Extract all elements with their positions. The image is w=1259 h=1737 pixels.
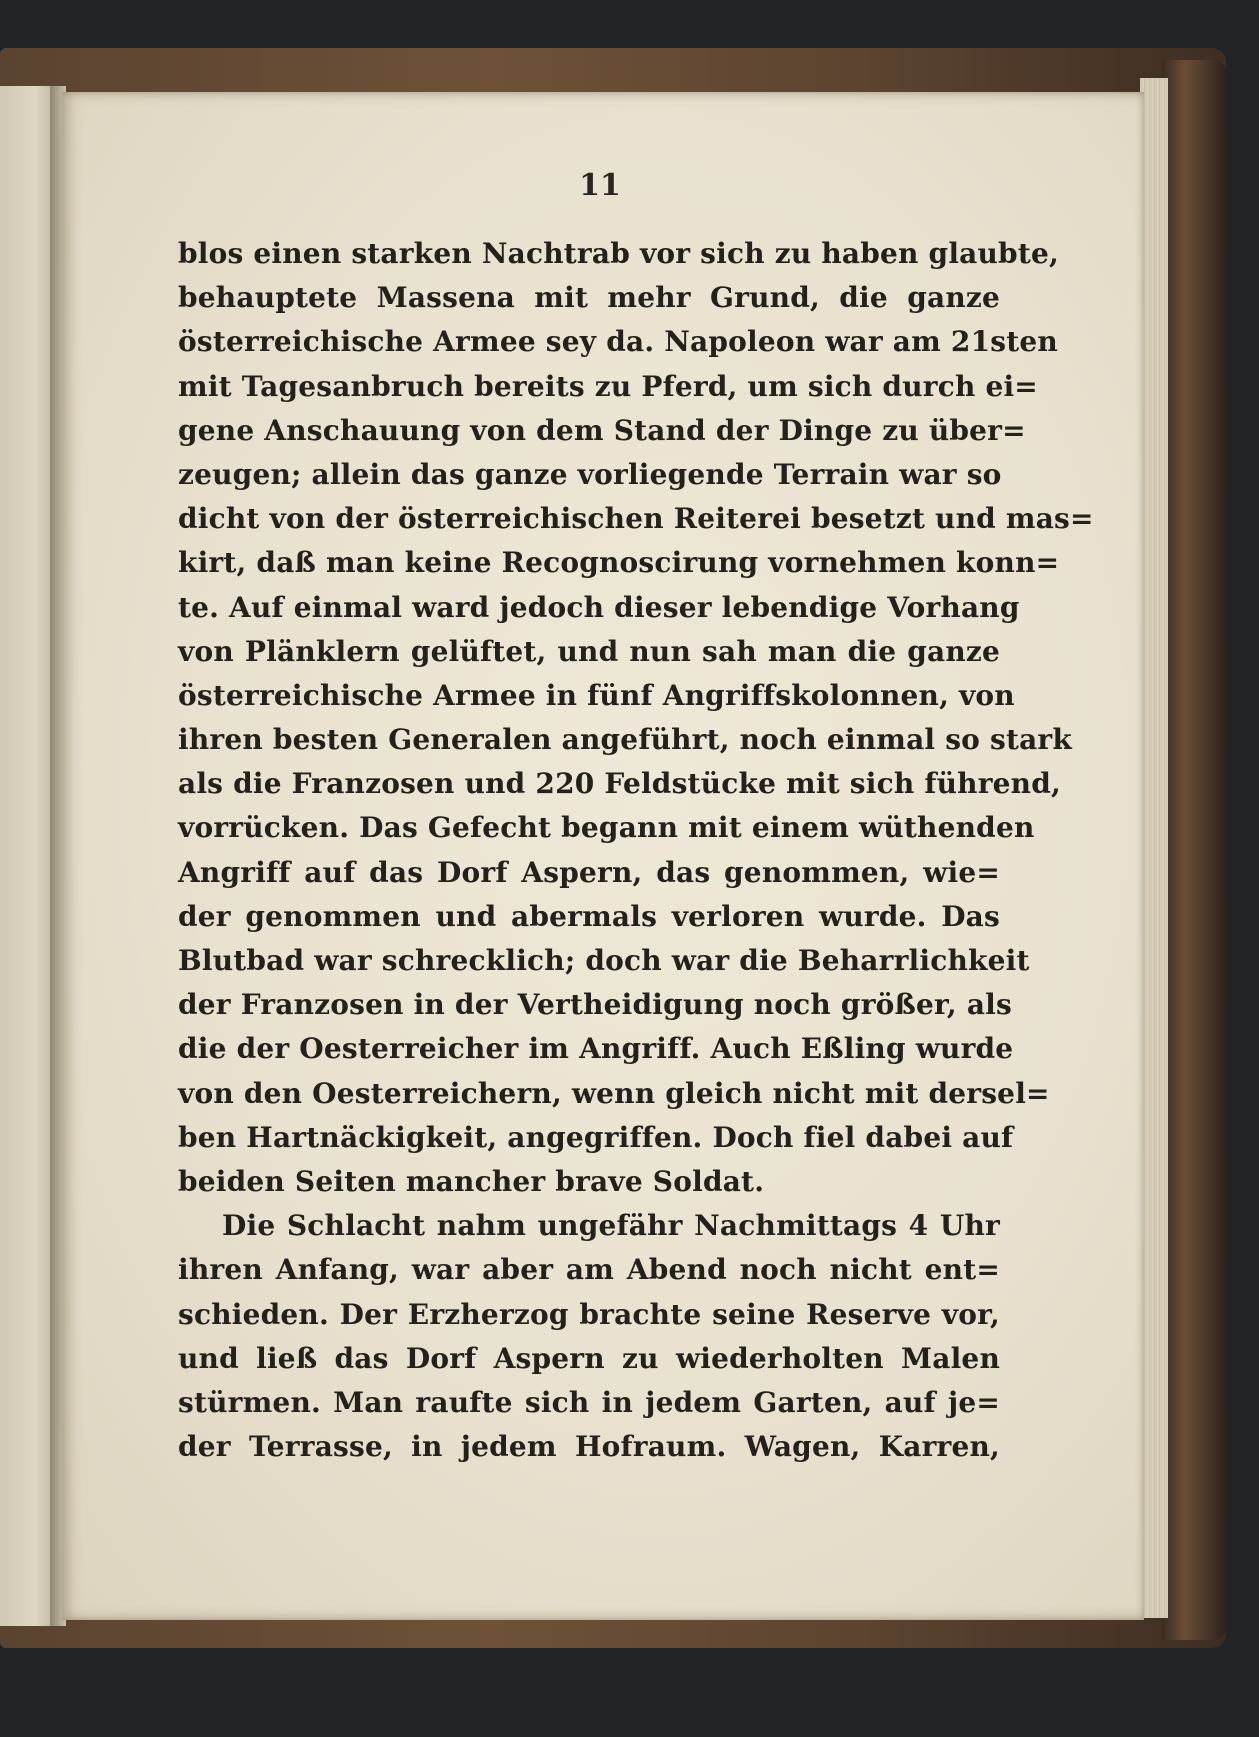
text-line: die der Oesterreicher im Angriff. Auch Eßling wurde <box>178 1032 1014 1066</box>
text-line: te. Auf einmal ward jedoch dieser lebendige Vorhang <box>178 590 1020 624</box>
text-line: stürmen. Man raufte sich in jedem Garten, auf je= <box>178 1385 1000 1419</box>
text-line: als die Franzosen und 220 Feldstücke mit sich führend, <box>178 767 1061 801</box>
text-line: der genommen und abermals verloren wurde. Das <box>178 899 1000 933</box>
text-line: mit Tagesanbruch bereits zu Pferd, um sich durch ei= <box>178 369 1038 403</box>
text-line: vorrücken. Das Gefecht begann mit einem wüthenden <box>178 811 1035 845</box>
text-line: ben Hartnäckigkeit, angegriffen. Doch fiel dabei auf <box>178 1120 1014 1154</box>
text-line: Angriff auf das Dorf Aspern, das genommen, wie= <box>178 855 1000 889</box>
text-line: der Terrasse, in jedem Hofraum. Wagen, Karren, <box>178 1430 1000 1464</box>
text-line: blos einen starken Nachtrab vor sich zu haben glaubte, <box>178 237 1059 270</box>
text-line: dicht von der österreichischen Reiterei besetzt und mas= <box>178 502 1094 536</box>
text-line: kirt, daß man keine Recognoscirung vornehmen konn= <box>178 546 1060 580</box>
page-edges <box>1140 78 1168 1618</box>
text-line: ihren Anfang, war aber am Abend noch nicht ent= <box>178 1253 1000 1287</box>
text-line: behauptete Massena mit mehr Grund, die ganze <box>178 281 1000 315</box>
text-line: gene Anschauung von dem Stand der Dinge zu über= <box>178 413 1026 447</box>
text-line: zeugen; allein das ganze vorliegende Terrain war so <box>178 457 1002 491</box>
book-spine-edge <box>1162 60 1226 1640</box>
text-line: der Franzosen in der Vertheidigung noch größer, als <box>178 988 1012 1022</box>
page-number: 11 <box>579 168 621 203</box>
text-line: von den Oesterreichern, wenn gleich nicht mit dersel= <box>178 1076 1050 1110</box>
text-line: österreichische Armee in fünf Angriffskolonnen, von <box>178 678 1015 712</box>
text-line: und ließ das Dorf Aspern zu wiederholten Malen <box>178 1341 1000 1375</box>
text-line: österreichische Armee sey da. Napoleon war am 21sten <box>178 325 1058 359</box>
page-text <box>178 232 1094 1469</box>
paragraph-end-line: beiden Seiten mancher brave Soldat. <box>178 1164 765 1198</box>
text-line: schieden. Der Erzherzog brachte seine Reserve vor, <box>178 1297 1000 1331</box>
paragraph-start-line: Die Schlacht nahm ungefähr Nachmittags 4 Uhr <box>222 1209 1000 1243</box>
text-line: ihren besten Generalen angeführt, noch einmal so stark <box>178 723 1072 757</box>
text-line: Blutbad war schrecklich; doch war die Beharrlichkeit <box>178 944 1030 977</box>
text-line: von Plänklern gelüftet, und nun sah man die ganze <box>178 634 1000 668</box>
